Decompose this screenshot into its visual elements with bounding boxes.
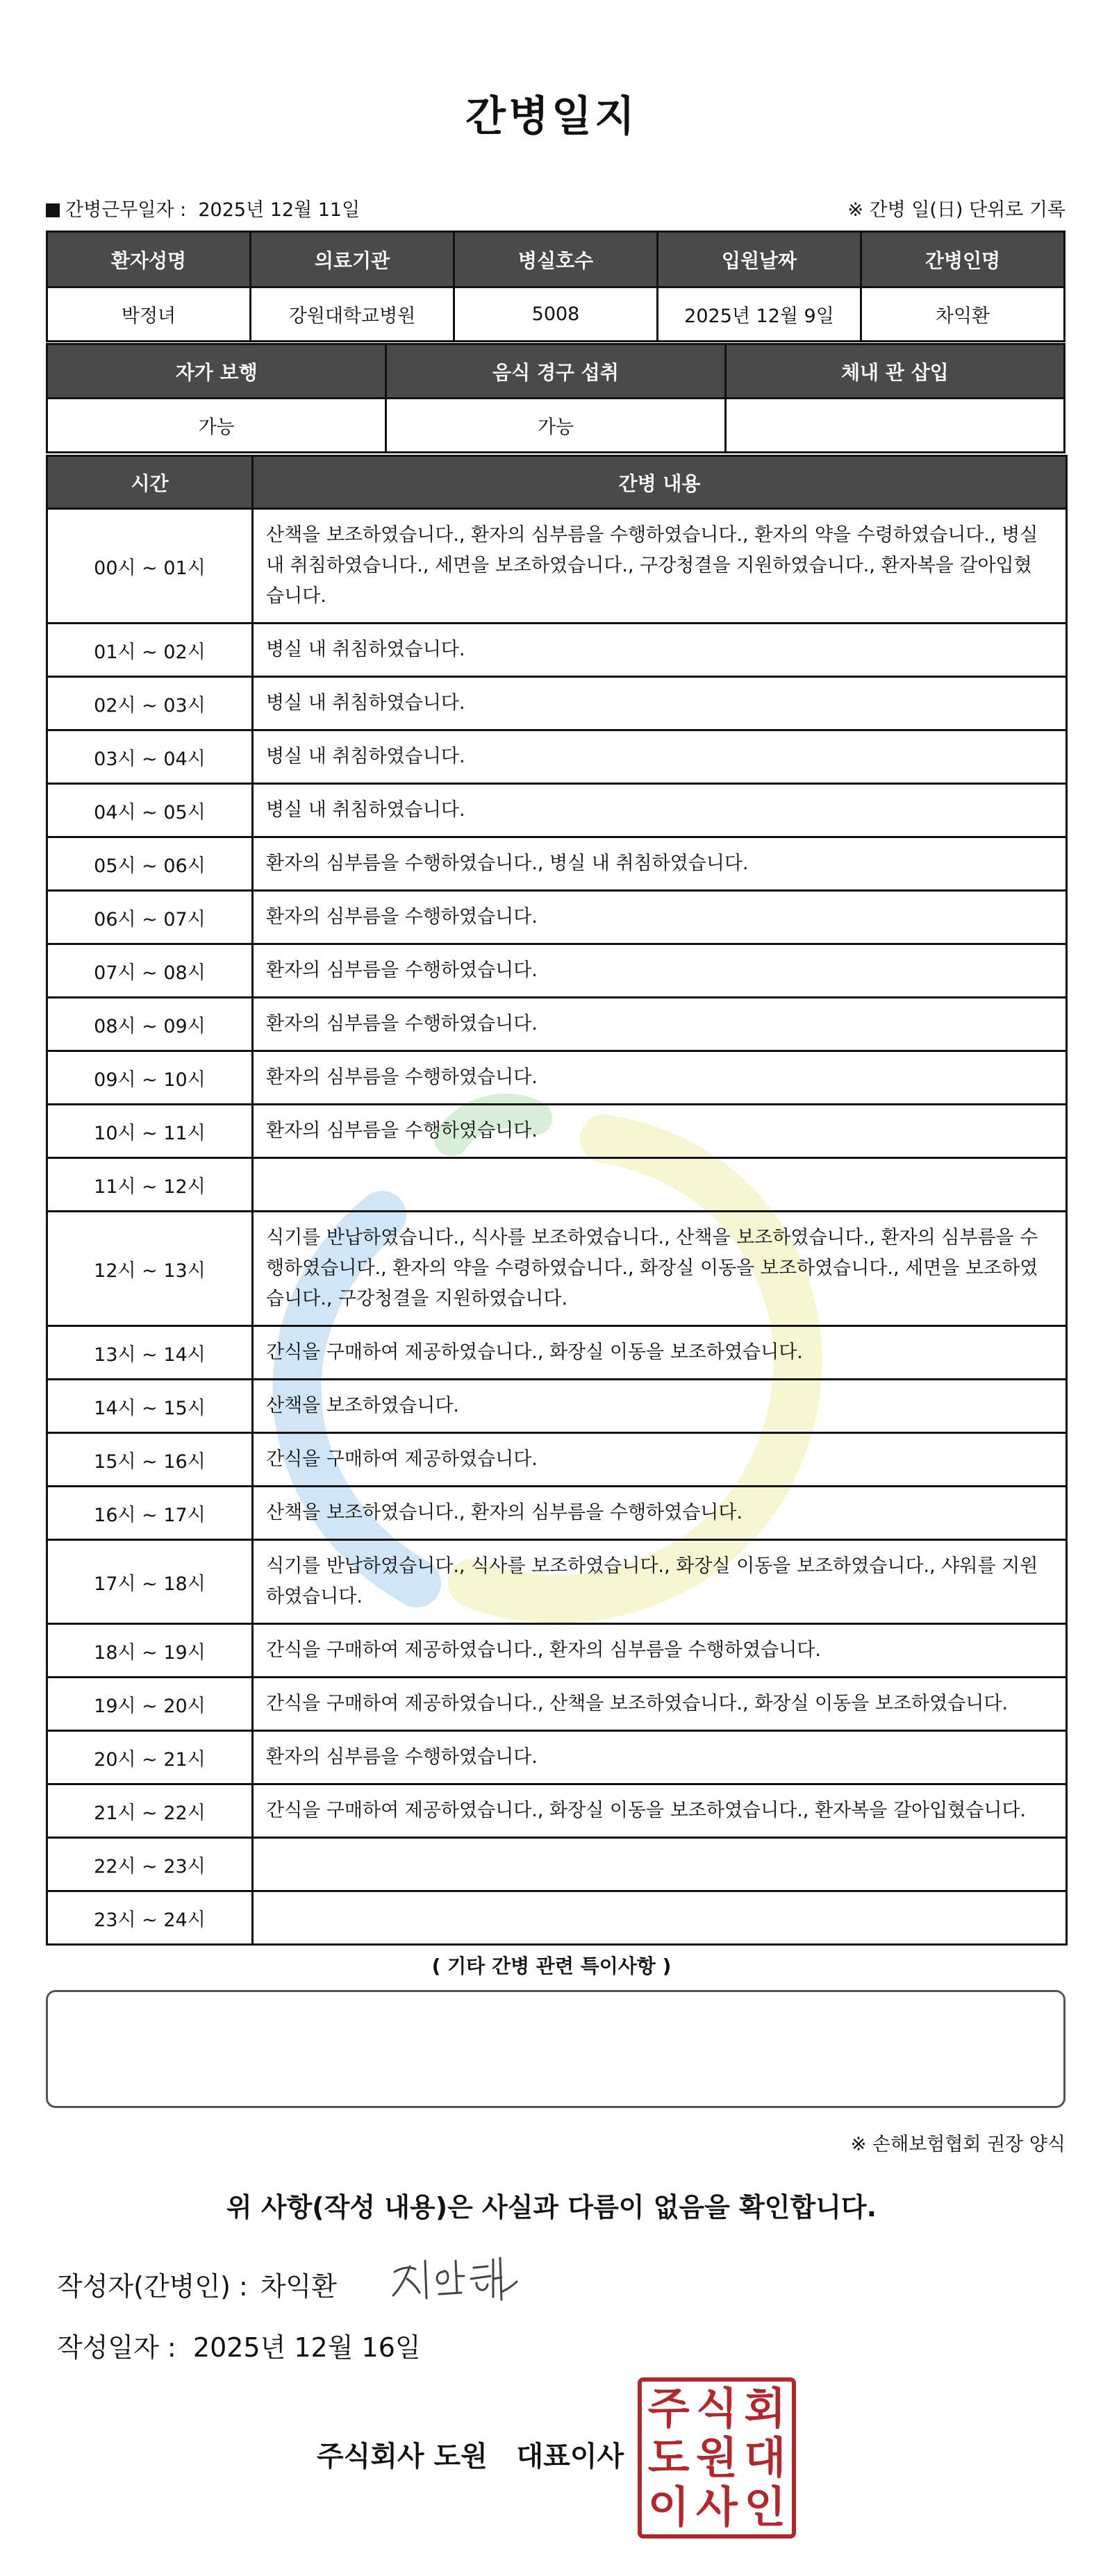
- log-content: 병실 내 취침하였습니다.: [253, 784, 1067, 837]
- header-room-number: 병실호수: [454, 232, 658, 287]
- seal-character: 이: [647, 2481, 690, 2532]
- admission-date: 2025년 12월 9일: [658, 287, 861, 342]
- special-notes-box: [46, 1990, 1065, 2108]
- header-admission-date: 입원날짜: [658, 232, 861, 287]
- log-content: [253, 1891, 1067, 1945]
- written-date-value: 2025년 12월 16일: [192, 2332, 421, 2363]
- header-self-walking: 자가 보행: [47, 344, 386, 399]
- seal-character: 대: [744, 2432, 786, 2483]
- handwritten-signature: [389, 2251, 521, 2307]
- log-time: 18시 ~ 19시: [47, 1624, 253, 1678]
- log-time: 02시 ~ 03시: [47, 677, 253, 730]
- work-date-value: 2025년 12월 11일: [198, 199, 360, 221]
- log-time: 16시 ~ 17시: [47, 1487, 253, 1540]
- confirmation-statement: 위 사항(작성 내용)은 사실과 다름이 없음을 확인합니다.: [226, 2192, 877, 2223]
- log-content: [253, 1838, 1067, 1891]
- form-source-note: ※ 손해보험협회 권장 양식: [850, 2134, 1065, 2155]
- work-date-line: 간병근무일자 : 2025년 12월 11일 ※ 간병 일(日) 단위로 기록: [46, 189, 1065, 224]
- log-row: [47, 1624, 1067, 1678]
- log-time: 07시 ~ 08시: [47, 944, 253, 998]
- log-time: 21시 ~ 22시: [47, 1784, 253, 1838]
- log-row: [47, 1487, 1067, 1540]
- log-time: 23시 ~ 24시: [47, 1891, 253, 1945]
- log-content: 환자의 심부름을 수행하였습니다.: [253, 1731, 1067, 1784]
- log-content: 산책을 보조하였습니다., 환자의 심부름을 수행하였습니다., 환자의 약을 수령하였습니다., 병실 내 취침하였습니다., 세면을 보조하였습니다., 구강청결을 지원하였습니다., 환자복을 갈아입혔습니다.: [253, 509, 1067, 624]
- log-row: [47, 1891, 1067, 1945]
- care-log-table: [46, 455, 1068, 1946]
- log-row: [47, 1380, 1067, 1433]
- room-number: 5008: [454, 287, 658, 342]
- log-time: 01시 ~ 02시: [47, 624, 253, 677]
- log-time: 09시 ~ 10시: [47, 1051, 253, 1105]
- work-date-label: 간병근무일자: [65, 199, 174, 221]
- writer-line: [57, 2265, 349, 2303]
- log-content: 식기를 반납하였습니다., 식사를 보조하였습니다., 화장실 이동을 보조하였습니다., 샤워를 지원하였습니다.: [253, 1540, 1067, 1624]
- special-notes-label: ( 기타 간병 관련 특이사항 ): [431, 1955, 672, 1977]
- written-date-line: [57, 2326, 421, 2364]
- log-content: [253, 1158, 1067, 1212]
- log-row: [47, 1540, 1067, 1624]
- log-row: [47, 677, 1067, 730]
- log-time: 14시 ~ 15시: [47, 1380, 253, 1433]
- seal-character: 주: [647, 2383, 690, 2434]
- log-time: 03시 ~ 04시: [47, 730, 253, 784]
- header-oral-intake: 음식 경구 섭취: [386, 344, 725, 399]
- writer-name: 차익환: [260, 2271, 337, 2302]
- header-patient-name: 환자성명: [47, 232, 251, 287]
- log-content: 병실 내 취침하였습니다.: [253, 677, 1067, 730]
- log-content: 환자의 심부름을 수행하였습니다.: [253, 1051, 1067, 1105]
- log-time: 22시 ~ 23시: [47, 1838, 253, 1891]
- log-row: [47, 1678, 1067, 1731]
- log-time: 10시 ~ 11시: [47, 1105, 253, 1158]
- seal-character: 도: [647, 2432, 690, 2483]
- hospital-name: 강원대학교병원: [251, 287, 454, 342]
- log-content: 환자의 심부름을 수행하였습니다., 병실 내 취침하였습니다.: [253, 837, 1067, 891]
- log-row: [47, 1105, 1067, 1158]
- log-content: 환자의 심부름을 수행하였습니다.: [253, 944, 1067, 998]
- log-row: [47, 1433, 1067, 1487]
- tube-insertion-value: [725, 399, 1064, 453]
- log-content: 산책을 보조하였습니다., 환자의 심부름을 수행하였습니다.: [253, 1487, 1067, 1540]
- square-bullet-icon: [46, 203, 60, 217]
- header-tube-insertion: 체내 관 삽입: [725, 344, 1064, 399]
- patient-name: 박정녀: [47, 287, 251, 342]
- log-content: 산책을 보조하였습니다.: [253, 1380, 1067, 1433]
- seal-character: 사: [696, 2481, 738, 2532]
- patient-info-table: [46, 231, 1065, 342]
- seal-character: 회: [744, 2383, 786, 2434]
- log-content: 병실 내 취침하였습니다.: [253, 730, 1067, 784]
- company-name: 주식회사 도원 대표이사: [317, 2441, 624, 2473]
- log-row: [47, 891, 1067, 944]
- header-time: 시간: [47, 456, 253, 509]
- company-seal-stamp: [638, 2377, 796, 2539]
- oral-intake-value: 가능: [386, 399, 725, 453]
- log-row: [47, 784, 1067, 837]
- log-row: [47, 837, 1067, 891]
- log-row: [47, 1838, 1067, 1891]
- log-time: 11시 ~ 12시: [47, 1158, 253, 1212]
- seal-character: 원: [696, 2432, 738, 2483]
- log-row: [47, 1326, 1067, 1380]
- log-row: [47, 998, 1067, 1051]
- writer-label: 작성자(간병인) :: [57, 2271, 248, 2302]
- log-row: [47, 1051, 1067, 1105]
- caregiver-name: 차익환: [861, 287, 1065, 342]
- self-walking-value: 가능: [47, 399, 386, 453]
- log-content: 환자의 심부름을 수행하였습니다.: [253, 1105, 1067, 1158]
- log-time: 06시 ~ 07시: [47, 891, 253, 944]
- log-time: 13시 ~ 14시: [47, 1326, 253, 1380]
- log-content: 간식을 구매하여 제공하였습니다., 산책을 보조하였습니다., 화장실 이동을 보조하였습니다.: [253, 1678, 1067, 1731]
- seal-character: 식: [696, 2383, 738, 2434]
- log-row: [47, 944, 1067, 998]
- log-row: [47, 624, 1067, 677]
- log-time: 08시 ~ 09시: [47, 998, 253, 1051]
- log-time: 15시 ~ 16시: [47, 1433, 253, 1487]
- log-time: 20시 ~ 21시: [47, 1731, 253, 1784]
- log-content: 식기를 반납하였습니다., 식사를 보조하였습니다., 산책을 보조하였습니다., 환자의 심부름을 수행하였습니다., 환자의 약을 수령하였습니다., 화장실 이동을 보조하였습니다., 세면을 보조하였습니다., 구강청결을 지원하였습니다.: [253, 1212, 1067, 1326]
- seal-character: 인: [744, 2481, 786, 2532]
- log-row: [47, 1158, 1067, 1212]
- log-content: 간식을 구매하여 제공하였습니다.: [253, 1433, 1067, 1487]
- log-content: 환자의 심부름을 수행하였습니다.: [253, 998, 1067, 1051]
- log-content: 병실 내 취침하였습니다.: [253, 624, 1067, 677]
- log-row: [47, 1731, 1067, 1784]
- log-content: 간식을 구매하여 제공하였습니다., 환자의 심부름을 수행하였습니다.: [253, 1624, 1067, 1678]
- log-row: [47, 730, 1067, 784]
- patient-status-table: [46, 343, 1065, 453]
- log-time: 00시 ~ 01시: [47, 509, 253, 624]
- log-content: 간식을 구매하여 제공하였습니다., 화장실 이동을 보조하였습니다., 환자복을 갈아입혔습니다.: [253, 1784, 1067, 1838]
- header-caregiver-name: 간병인명: [861, 232, 1065, 287]
- log-time: 19시 ~ 20시: [47, 1678, 253, 1731]
- log-content: 환자의 심부름을 수행하였습니다.: [253, 891, 1067, 944]
- log-time: 04시 ~ 05시: [47, 784, 253, 837]
- header-care-content: 간병 내용: [253, 456, 1067, 509]
- written-date-label: 작성일자 :: [57, 2332, 176, 2363]
- log-time: 05시 ~ 06시: [47, 837, 253, 891]
- log-time: 12시 ~ 13시: [47, 1212, 253, 1326]
- page-title: 간병일지: [465, 92, 638, 141]
- log-content: 간식을 구매하여 제공하였습니다., 화장실 이동을 보조하였습니다.: [253, 1326, 1067, 1380]
- log-time: 17시 ~ 18시: [47, 1540, 253, 1624]
- log-row: [47, 1212, 1067, 1326]
- log-row: [47, 1784, 1067, 1838]
- unit-note: ※ 간병 일(日) 단위로 기록: [847, 199, 1065, 221]
- header-hospital: 의료기관: [251, 232, 454, 287]
- log-row: [47, 509, 1067, 624]
